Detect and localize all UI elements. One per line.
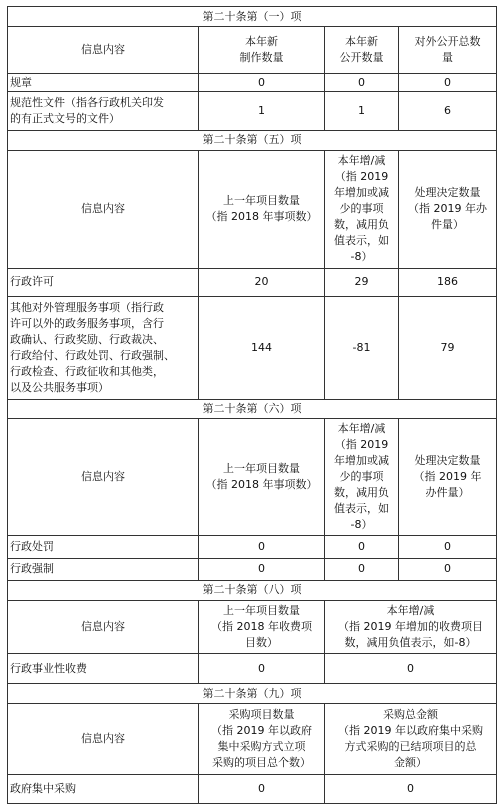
row-value: 144: [199, 296, 325, 399]
row-value: -81: [325, 296, 399, 399]
row-value: 1: [199, 92, 325, 131]
section-title: 第二十条第（八）项: [8, 580, 497, 600]
header-fee-change: 本年增/减 （指 2019 年增加的收费项目 数，减用负值表示，如-8）: [325, 601, 497, 654]
row-label: 行政事业性收费: [8, 653, 199, 683]
row-value: 0: [399, 558, 497, 580]
header-info-content: 信息内容: [8, 418, 199, 536]
section-title: 第二十条第（六）项: [8, 400, 497, 418]
header-procurement-amount: 采购总金额 （指 2019 年以政府集中采购 方式采购的已结项项目的总 金额）: [325, 704, 497, 775]
row-value: 29: [325, 268, 399, 296]
row-value: 0: [399, 73, 497, 91]
row-value: 79: [399, 296, 497, 399]
header-prev-year-fee-count: 上一年项目数量 （指 2018 年收费项 目数）: [199, 601, 325, 654]
header-new-produced: 本年新 制作数量: [199, 27, 325, 74]
row-label: 政府集中采购: [8, 775, 199, 804]
row-value: 0: [325, 73, 399, 91]
row-value: 0: [325, 653, 497, 683]
row-value: 0: [199, 558, 325, 580]
row-value: 186: [399, 268, 497, 296]
header-info-content: 信息内容: [8, 601, 199, 654]
row-value: 0: [325, 558, 399, 580]
header-info-content: 信息内容: [8, 704, 199, 775]
header-info-content: 信息内容: [8, 150, 199, 268]
row-value: 1: [325, 92, 399, 131]
header-total-published: 对外公开总数 量: [399, 27, 497, 74]
disclosure-table: [7, 6, 497, 804]
row-value: 0: [325, 536, 399, 558]
row-value: 0: [325, 775, 497, 804]
row-value: 20: [199, 268, 325, 296]
row-label: 行政处罚: [8, 536, 199, 558]
row-value: 0: [199, 775, 325, 804]
header-change: 本年增/减 （指 2019 年增加或减 少的事项 数，减用负 值表示，如 -8）: [325, 418, 399, 536]
header-decisions: 处理决定数量 （指 2019 年办 件量）: [399, 150, 497, 268]
header-new-published: 本年新 公开数量: [325, 27, 399, 74]
header-prev-year-count: 上一年项目数量 （指 2018 年事项数）: [199, 418, 325, 536]
row-label: 行政许可: [8, 268, 199, 296]
section-title: 第二十条第（九）项: [8, 684, 497, 704]
row-value: 0: [399, 536, 497, 558]
header-prev-year-count: 上一年项目数量 （指 2018 年事项数）: [199, 150, 325, 268]
row-label: 行政强制: [8, 558, 199, 580]
section-title: 第二十条第（五）项: [8, 130, 497, 150]
row-value: 0: [199, 73, 325, 91]
row-label: 规章: [8, 73, 199, 91]
row-label: 其他对外管理服务事项（指行政 许可以外的政务服务事项，含行 政确认、行政奖励、行政裁决、 行政给付、行政处罚、行政强制、 行政检查、行政征收和其他类， 以及公共服务事项）: [8, 296, 199, 399]
row-value: 0: [199, 653, 325, 683]
header-info-content: 信息内容: [8, 27, 199, 74]
section-title: 第二十条第（一）项: [8, 7, 497, 27]
header-decisions: 处理决定数量 （指 2019 年 办件量）: [399, 418, 497, 536]
row-label: 规范性文件（指各行政机关印发 的有正式文号的文件）: [8, 92, 199, 131]
row-value: 6: [399, 92, 497, 131]
header-change: 本年增/减 （指 2019 年增加或减 少的事项 数，减用负 值表示，如 -8）: [325, 150, 399, 268]
header-procurement-count: 采购项目数量 （指 2019 年以政府 集中采购方式立项 采购的项目总个数）: [199, 704, 325, 775]
row-value: 0: [199, 536, 325, 558]
